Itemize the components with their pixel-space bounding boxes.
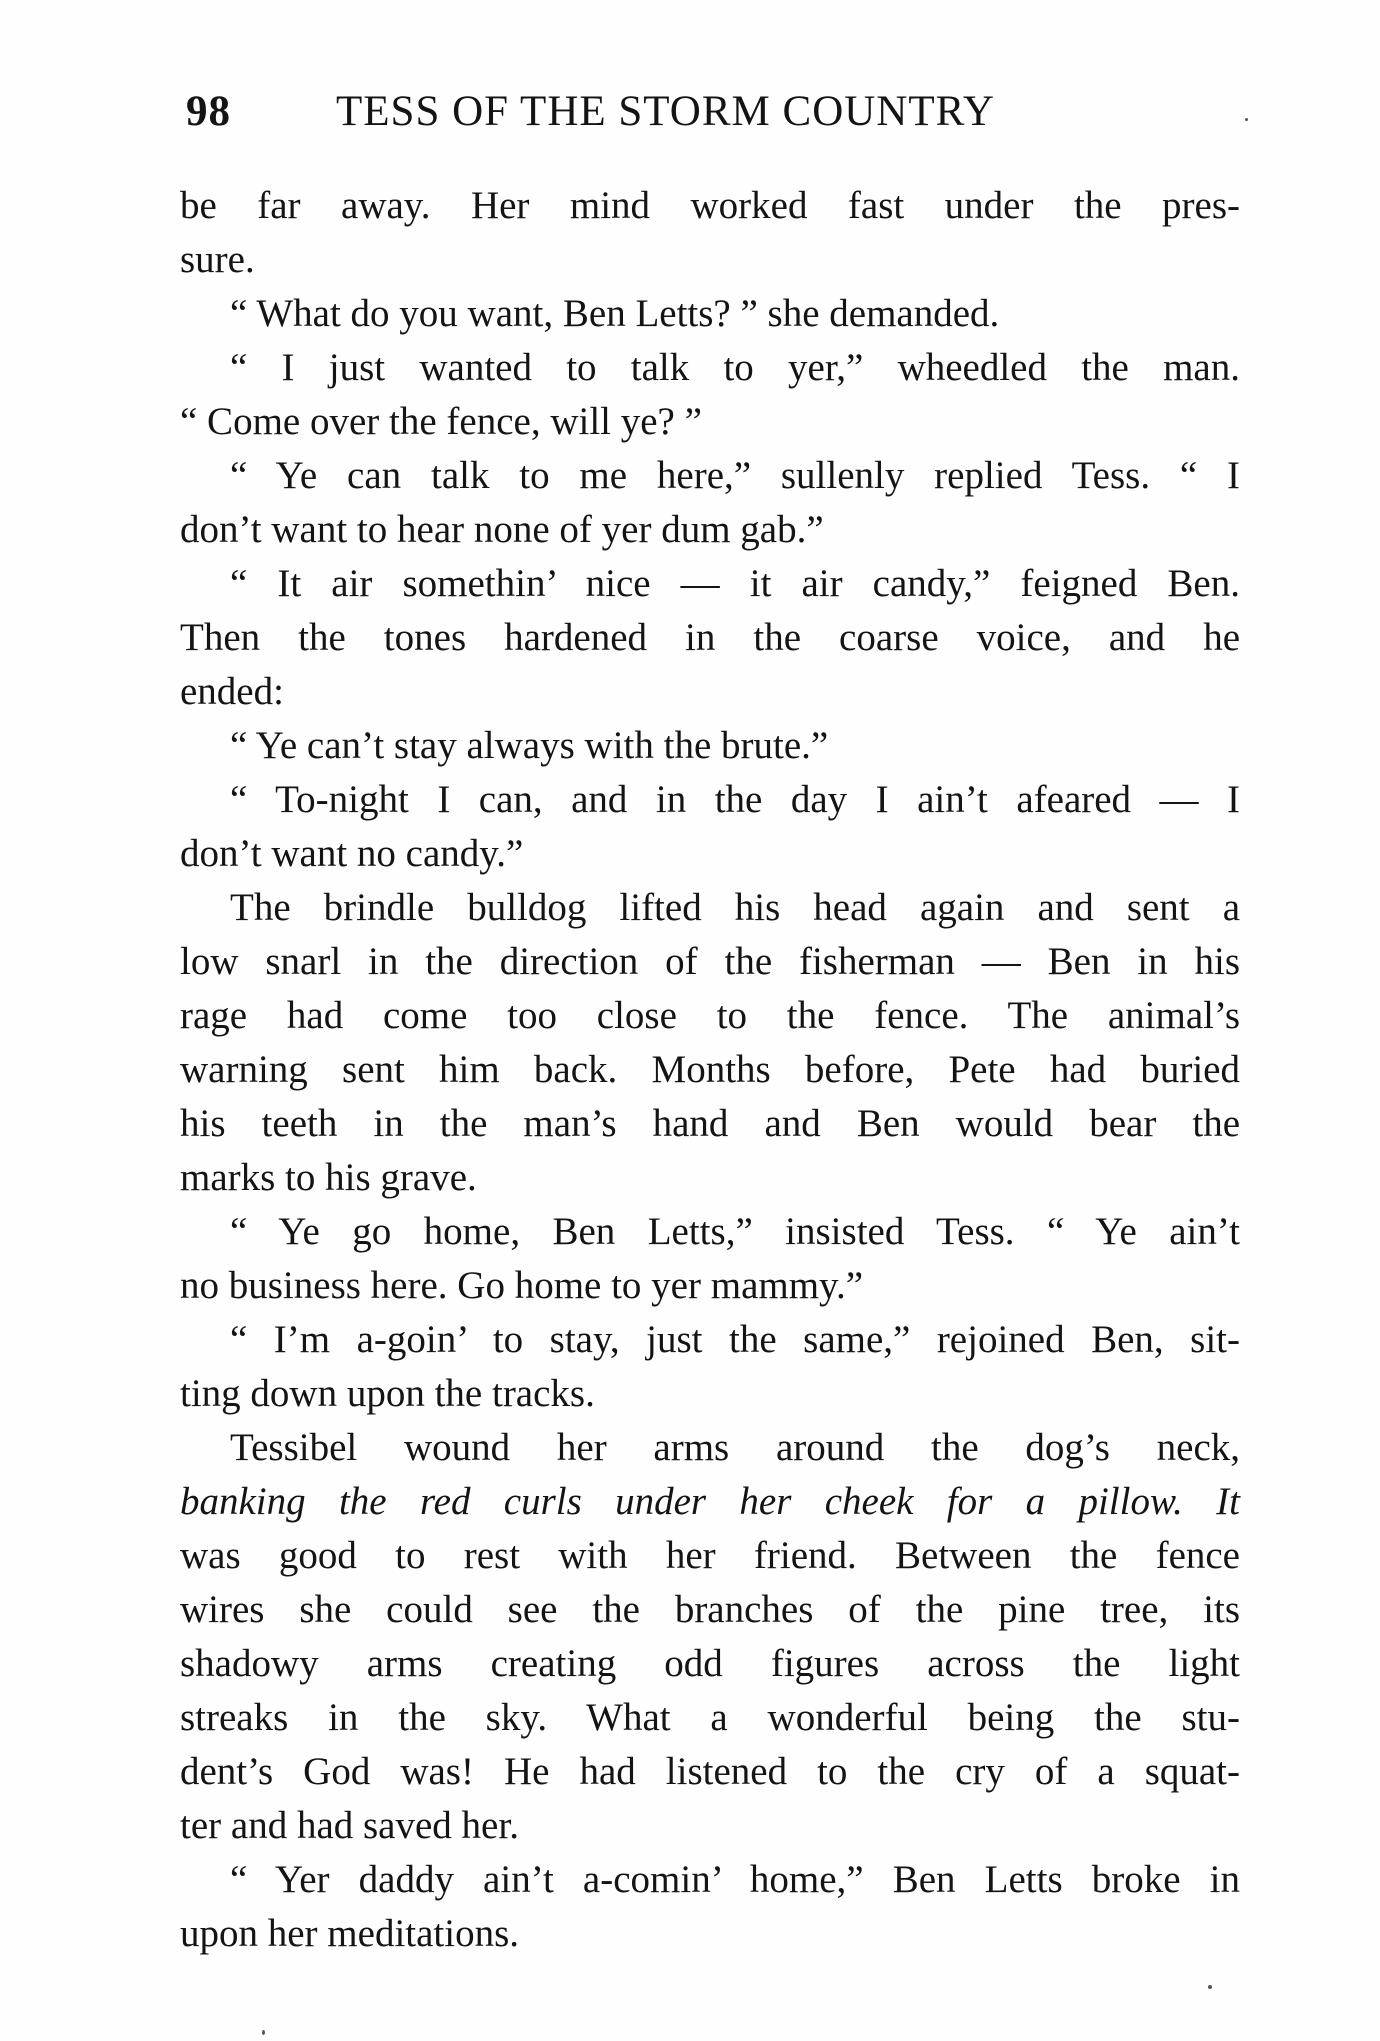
text-line: “ To-night I can, and in the day I ain’t afeared — I [230, 778, 1240, 821]
paper-speck [262, 2030, 265, 2035]
text-line: “ I’m a-goin’ to stay, just the same,” rejoined Ben, sit- [230, 1318, 1240, 1361]
text-line: no business here. Go home to yer mammy.” [180, 1264, 864, 1307]
running-title: TESS OF THE STORM COUNTRY [336, 88, 995, 135]
text-line: streaks in the sky. What a wonderful being the stu- [180, 1696, 1240, 1739]
text-line: “ Ye can’t stay always with the brute.” [230, 724, 829, 767]
text-line: sure. [180, 238, 255, 281]
text-line: ter and had saved her. [180, 1804, 519, 1847]
text-line: Then the tones hardened in the coarse voice, and he [180, 616, 1240, 659]
text-line: marks to his grave. [180, 1156, 477, 1199]
paper-speck [1245, 118, 1248, 121]
text-line: dent’s God was! He had listened to the cry of a squat- [180, 1750, 1240, 1793]
text-line: The brindle bulldog lifted his head again and sent a [230, 886, 1240, 929]
text-line: warning sent him back. Months before, Pete had buried [180, 1048, 1240, 1091]
text-line: ting down upon the tracks. [180, 1372, 595, 1415]
text-line: wires she could see the branches of the pine tree, its [180, 1588, 1240, 1631]
text-line: “ Ye go home, Ben Letts,” insisted Tess. “ Ye ain’t [230, 1210, 1240, 1253]
text-line: don’t want no candy.” [180, 832, 524, 875]
text-line: rage had come too close to the fence. The animal’s [180, 994, 1240, 1037]
text-line: was good to rest with her friend. Between the fence [180, 1534, 1240, 1577]
text-line: “ Yer daddy ain’t a-comin’ home,” Ben Letts broke in [230, 1858, 1240, 1901]
text-line: don’t want to hear none of yer dum gab.” [180, 508, 824, 551]
text-line: be far away. Her mind worked fast under the pres- [180, 184, 1240, 227]
text-line: Tessibel wound her arms around the dog’s neck, [230, 1426, 1240, 1469]
text-line: banking the red curls under her cheek for a pillow. It [180, 1480, 1240, 1523]
paper-speck [1208, 1985, 1212, 1989]
page-header [186, 82, 1246, 142]
text-line: “ What do you want, Ben Letts? ” she demanded. [230, 292, 1000, 335]
text-line: his teeth in the man’s hand and Ben would bear the [180, 1102, 1240, 1145]
text-line: “ It air somethin’ nice — it air candy,” feigned Ben. [230, 562, 1240, 605]
text-line: “ Ye can talk to me here,” sullenly replied Tess. “ I [230, 454, 1240, 497]
text-line: ended: [180, 670, 284, 713]
text-line: “ I just wanted to talk to yer,” wheedled the man. [230, 346, 1240, 389]
text-line: upon her meditations. [180, 1912, 520, 1955]
text-line: “ Come over the fence, will ye? ” [180, 400, 702, 443]
text-line: low snarl in the direction of the fisherman — Ben in his [180, 940, 1240, 983]
page-number: 98 [186, 88, 231, 135]
text-line: shadowy arms creating odd figures across the light [180, 1642, 1240, 1685]
